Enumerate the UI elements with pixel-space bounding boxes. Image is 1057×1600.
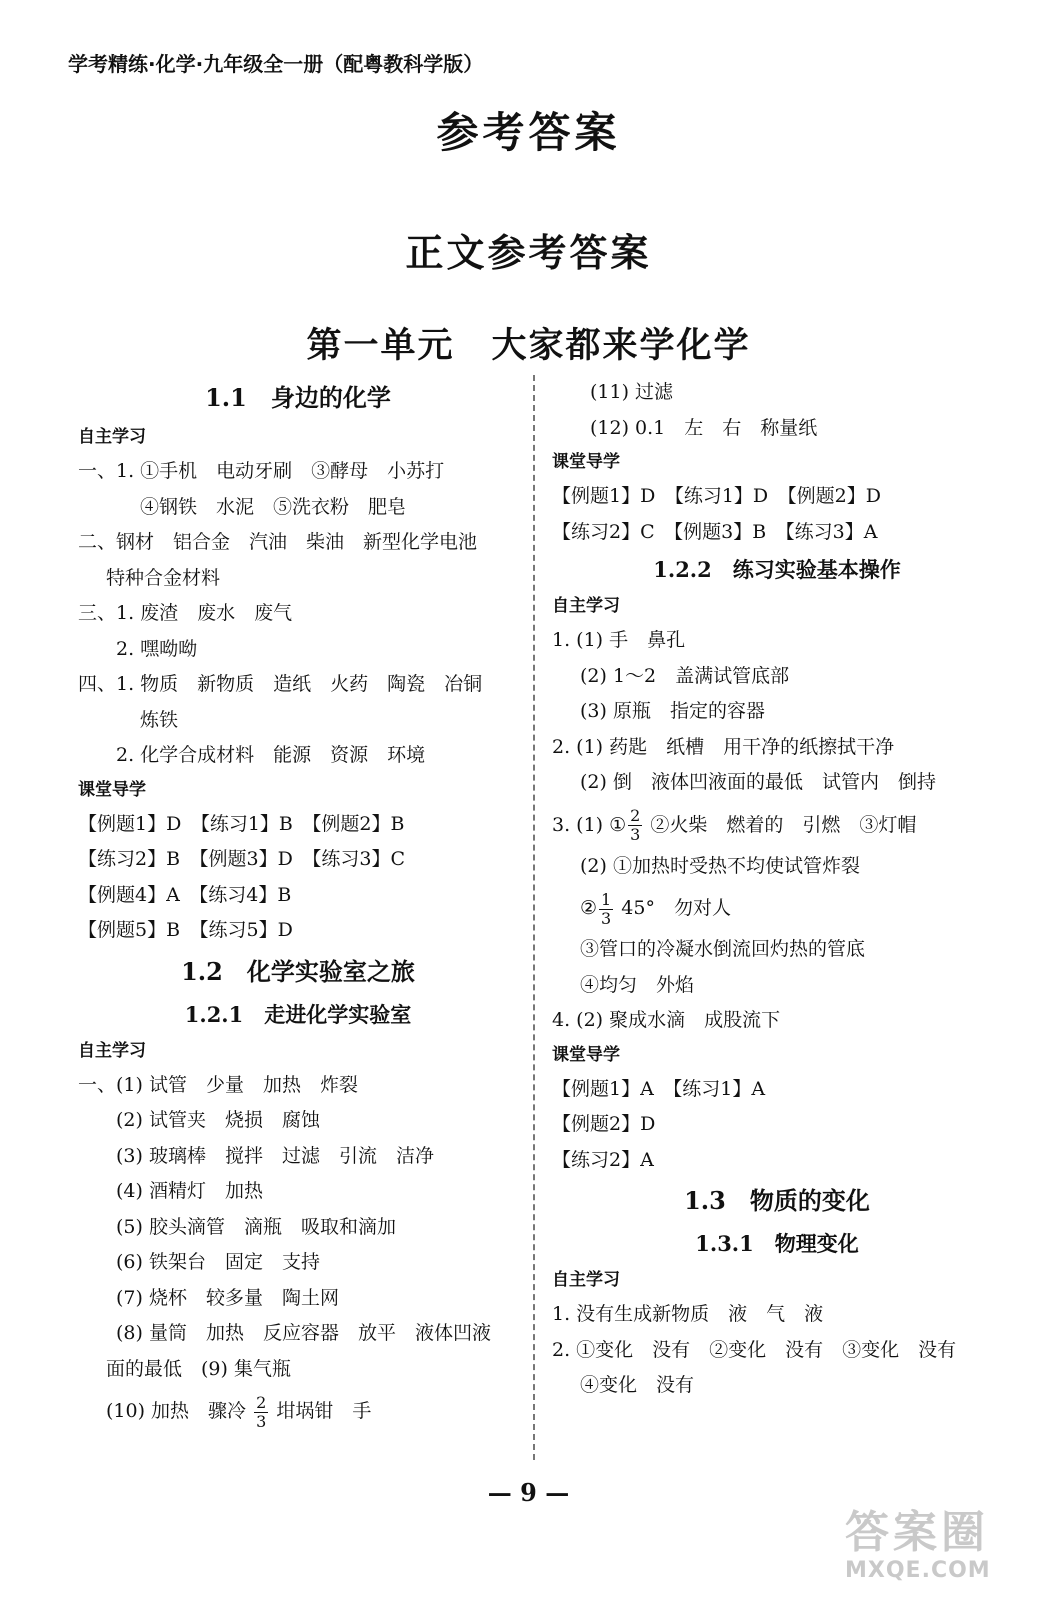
answer-line: (3) 玻璃棒 搅拌 过滤 引流 洁净 — [116, 1144, 434, 1167]
left-column — [78, 375, 518, 1435]
answer-line: 特种合金材料 — [106, 566, 221, 589]
fraction — [628, 808, 642, 843]
fraction-numerator: 2 — [256, 1392, 267, 1412]
right-column — [552, 375, 1002, 1404]
label-class-guide: 课堂导学 — [78, 779, 146, 800]
exercise-line: 【例题2】D — [552, 1113, 656, 1135]
answer-line: 1. (1) 手 鼻孔 — [552, 629, 686, 651]
answer-line: 2. 嘿呦呦 — [116, 637, 198, 660]
heading-1-3: 1.3 物质的变化 — [684, 1186, 870, 1215]
watermark-text: 答案圈 — [845, 1507, 989, 1558]
fraction-numerator: 1 — [601, 889, 612, 909]
answer-line: (2) 1～2 盖满试管底部 — [580, 664, 790, 687]
answer-line: (6) 铁架台 固定 支持 — [116, 1251, 320, 1273]
exercise-line: 【练习2】C 【例题3】B 【练习3】A — [552, 520, 878, 543]
book-header: 学考精练·化学·九年级全一册（配粤教科学版） — [68, 52, 484, 76]
label-self-study: 自主学习 — [552, 596, 620, 616]
exercise-line: 【例题1】A 【练习1】A — [552, 1077, 766, 1100]
heading-1-2-1: 1.2.1 走进化学实验室 — [184, 1001, 412, 1027]
label-self-study: 自主学习 — [78, 1040, 146, 1061]
answer-line: 二、钢材 铝合金 汽油 柴油 新型化学电池 — [78, 531, 478, 553]
answer-line: ④钢铁 水泥 ⑤洗衣粉 肥皂 — [140, 495, 407, 518]
exercise-line: 【例题1】D 【练习1】B 【例题2】B — [78, 812, 405, 835]
answer-line: ④均匀 外焰 — [580, 973, 695, 996]
column-divider — [533, 375, 535, 1460]
answer-text: 45° 勿对人 — [621, 897, 731, 919]
fraction-numerator: 2 — [630, 806, 641, 825]
unit-title: 第一单元 大家都来学化学 — [306, 325, 751, 366]
answer-line: (2) ①加热时受热不均使试管炸裂 — [580, 854, 860, 877]
answer-line-fraction — [552, 884, 1002, 932]
answer-line: 面的最低 (9) 集气瓶 — [106, 1357, 291, 1380]
answer-line: 四、1. 物质 新物质 造纸 火药 陶瓷 冶铜 — [78, 673, 483, 695]
answer-line: 一、(1) 试管 少量 加热 炸裂 — [78, 1073, 358, 1096]
watermark-url: MXQE.COM — [845, 1558, 991, 1583]
answer-line: (4) 酒精灯 加热 — [116, 1180, 263, 1202]
answer-line: 2. (1) 药匙 纸槽 用干净的纸擦拭干净 — [552, 735, 895, 758]
heading-1-2: 1.2 化学实验室之旅 — [181, 956, 415, 986]
fraction-denominator: 3 — [601, 908, 612, 928]
answer-line-fraction — [78, 1387, 518, 1435]
fraction — [254, 1392, 268, 1431]
answer-line: 一、1. ①手机 电动牙刷 ③酵母 小苏打 — [78, 460, 445, 482]
heading-1-3-1: 1.3.1 物理变化 — [695, 1231, 859, 1256]
fraction-denominator: 3 — [256, 1411, 267, 1431]
page-title: 参考答案 — [436, 108, 621, 157]
answer-line: 4. (2) 聚成水滴 成股流下 — [552, 1009, 781, 1031]
label-class-guide: 课堂导学 — [552, 452, 620, 472]
answer-text: ② — [580, 897, 598, 919]
answer-text: (10) 加热 骤冷 — [106, 1400, 247, 1422]
answer-line: 炼铁 — [140, 708, 179, 731]
answer-line: 1. 没有生成新物质 液 气 液 — [552, 1303, 824, 1325]
label-self-study: 自主学习 — [552, 1270, 620, 1290]
answer-text: ②火柴 燃着的 引燃 ③灯帽 — [650, 813, 917, 836]
answer-line: ④变化 没有 — [580, 1374, 695, 1396]
fraction — [599, 889, 613, 928]
heading-1-2-2: 1.2.2 练习实验基本操作 — [653, 557, 901, 582]
answer-line: (2) 试管夹 烧损 腐蚀 — [116, 1109, 320, 1131]
section-title: 正文参考答案 — [405, 230, 652, 275]
exercise-line: 【练习2】A — [552, 1148, 654, 1171]
fraction-denominator: 3 — [630, 825, 641, 844]
answer-line-fraction — [552, 801, 1002, 849]
answer-line: (8) 量筒 加热 反应容器 放平 液体凹液 — [116, 1322, 491, 1344]
answer-line: (7) 烧杯 较多量 陶土网 — [116, 1286, 339, 1309]
answer-line: (12) 0.1 左 右 称量纸 — [590, 416, 818, 439]
answer-text: 3. (1) ① — [552, 813, 627, 836]
answer-text: 坩埚钳 手 — [276, 1400, 372, 1422]
heading-1-1: 1.1 身边的化学 — [205, 383, 391, 412]
exercise-line: 【例题5】B 【练习5】D — [78, 919, 293, 941]
answer-line: (5) 胶头滴管 滴瓶 吸取和滴加 — [116, 1215, 396, 1238]
exercise-line: 【例题4】A 【练习4】B — [78, 883, 292, 906]
page-number: — 9 — — [487, 1478, 570, 1507]
answer-line: (11) 过滤 — [590, 381, 674, 403]
label-self-study: 自主学习 — [78, 427, 146, 447]
answer-line: (2) 倒 液体凹液面的最低 试管内 倒持 — [580, 771, 936, 793]
exercise-line: 【练习2】B 【例题3】D 【练习3】C — [78, 848, 405, 870]
exercise-line: 【例题1】D 【练习1】D 【例题2】D — [552, 485, 881, 507]
watermark-logo — [845, 1508, 1045, 1590]
answer-line: (3) 原瓶 指定的容器 — [580, 700, 765, 722]
answer-line: 三、1. 废渣 废水 废气 — [78, 602, 293, 624]
answer-line: 2. 化学合成材料 能源 资源 环境 — [116, 744, 426, 766]
label-class-guide: 课堂导学 — [552, 1044, 620, 1065]
answer-line: 2. ①变化 没有 ②变化 没有 ③变化 没有 — [552, 1338, 957, 1361]
answer-line: ③管口的冷凝水倒流回灼热的管底 — [580, 938, 866, 960]
